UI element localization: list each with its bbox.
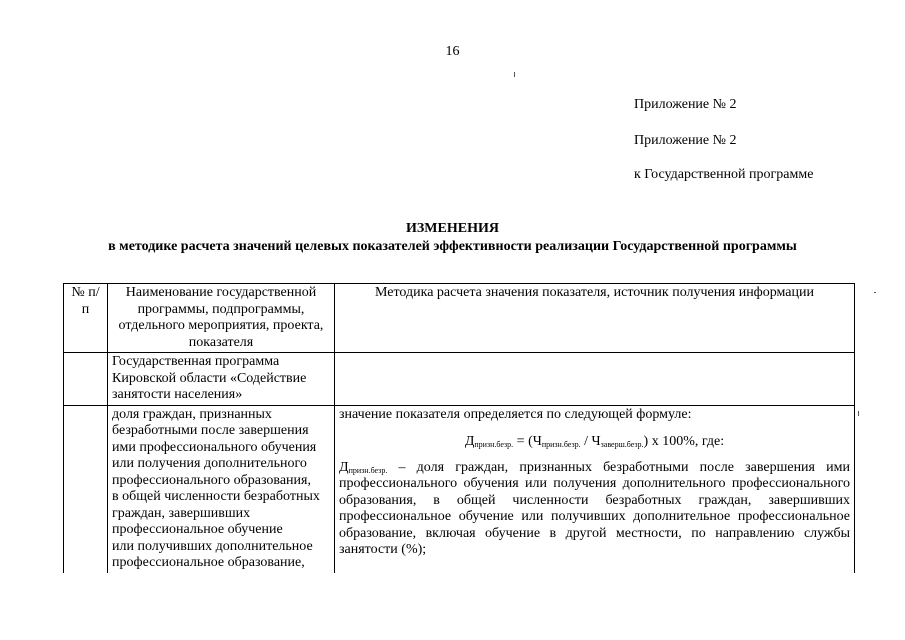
- indicator-row-number-cell: [64, 405, 108, 573]
- scan-speck: [874, 292, 876, 293]
- header-cell-number: № п/п: [64, 284, 108, 353]
- header-cell-method: Методика расчета значения показателя, источник получения информации: [335, 284, 855, 353]
- header-cell-name: Наименование государственной программы, подпрограммы, отдельного мероприятия, проекта, показателя: [108, 284, 335, 353]
- formula-tail: ) х 100%, где:: [643, 434, 725, 449]
- formula-definition: [339, 460, 850, 559]
- indicator-name-line: профессиональное обучение: [112, 522, 283, 537]
- document-subtitle: в методике расчета значений целевых показателей эффективности реализации Государственной программы: [108, 239, 797, 254]
- indicator-name-line: в общей численности безработных: [112, 489, 320, 504]
- indicator-name-line: ими профессионального обучения: [112, 439, 317, 455]
- definition-text: – доля граждан, признанных безработными после завершения ими профессионального обучения или получения дополнительного профессионального образования, в общей численности безработных граждан, завершивших профессиональное обучение или получивших дополнительное профессиональное образование, включая обучение в другой местности, по направлению службы занятости (%);: [339, 459, 850, 557]
- formula-equals: = (Ч: [513, 434, 542, 449]
- formula-divide: / Ч: [580, 434, 601, 449]
- methods-table: [63, 283, 855, 573]
- program-row: [64, 353, 855, 406]
- indicator-name-line: граждан, завершивших: [112, 505, 251, 521]
- indicator-name-line: или получения дополнительного: [112, 456, 307, 471]
- document-title: ИЗМЕНЕНИЯ: [406, 221, 499, 236]
- indicator-row: [64, 405, 855, 573]
- scan-speck: [514, 72, 515, 77]
- program-name-cell: Государственная программа Кировской области «Содействие занятости населения»: [108, 353, 335, 406]
- table-header-row: [64, 284, 855, 353]
- appendix-heading-repeat: Приложение № 2: [634, 133, 737, 148]
- indicator-name-line: профессиональное образование,: [112, 555, 305, 570]
- appendix-heading: Приложение № 2: [634, 97, 737, 112]
- scan-speck: [858, 411, 859, 416]
- formula-numerator-subscript: призн.безр.: [541, 440, 581, 449]
- formula-denominator-subscript: заверш.безр.: [600, 440, 644, 449]
- definition-symbol-subscript: призн.безр.: [348, 465, 388, 475]
- indicator-name-line: или получивших дополнительное: [112, 538, 313, 554]
- page-number: 16: [445, 44, 460, 59]
- formula: [339, 434, 850, 451]
- indicator-method-cell: [335, 405, 855, 573]
- method-intro: значение показателя определяется по следующей формуле:: [339, 406, 692, 422]
- formula-lhs-subscript: призн.безр.: [474, 440, 514, 449]
- indicator-name-line: профессионального образования,: [112, 472, 311, 488]
- formula-lhs: Д: [464, 434, 475, 449]
- indicator-name-line: безработными после завершения: [112, 423, 309, 438]
- program-row-number-cell: [64, 353, 108, 406]
- program-method-cell: [335, 353, 855, 406]
- definition-symbol: Д: [339, 459, 349, 475]
- indicator-name-cell: [108, 405, 335, 573]
- indicator-name-line: доля граждан, признанных: [112, 406, 272, 422]
- appendix-subtitle: к Государственной программе: [634, 167, 814, 182]
